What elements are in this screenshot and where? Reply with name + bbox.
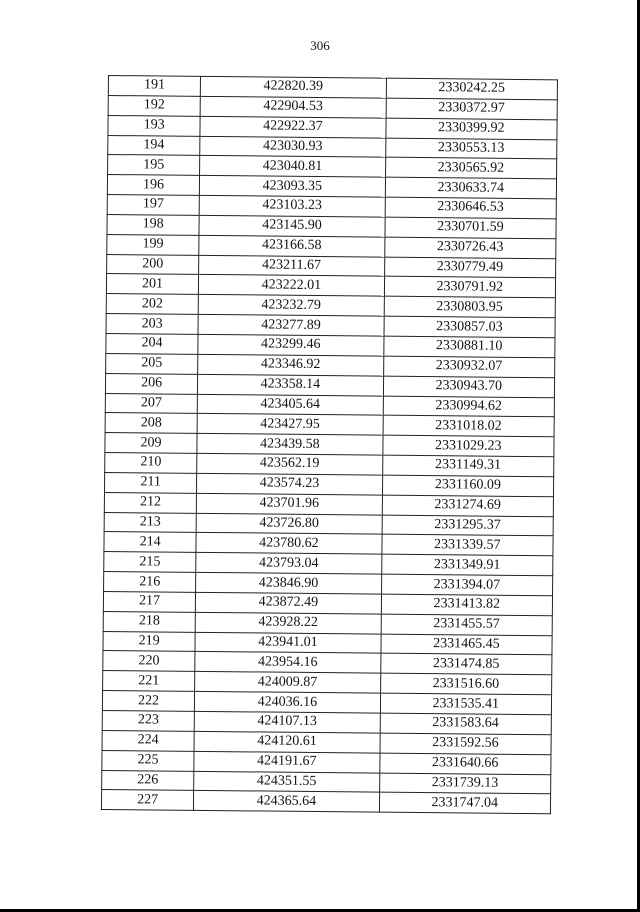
point-number-cell: 198 xyxy=(107,214,199,235)
point-number-cell: 197 xyxy=(107,195,199,216)
y-coordinate-cell: 2331339.57 xyxy=(382,535,554,556)
x-coordinate-cell: 423846.90 xyxy=(196,572,382,594)
x-coordinate-cell: 423299.46 xyxy=(198,334,384,356)
x-coordinate-cell: 423928.22 xyxy=(195,612,381,634)
y-coordinate-cell: 2330881.10 xyxy=(383,336,555,357)
point-number-cell: 206 xyxy=(105,373,197,394)
x-coordinate-cell: 424036.16 xyxy=(195,692,381,714)
x-coordinate-cell: 424351.55 xyxy=(194,771,380,793)
coordinates-table xyxy=(101,75,558,815)
point-number-cell: 209 xyxy=(105,433,197,454)
y-coordinate-cell: 2330857.03 xyxy=(384,316,556,337)
point-number-cell: 222 xyxy=(102,691,194,712)
x-coordinate-cell: 423346.92 xyxy=(198,354,384,376)
x-coordinate-cell: 423030.93 xyxy=(200,136,386,158)
point-number-cell: 220 xyxy=(103,651,195,672)
point-number-cell: 193 xyxy=(108,115,200,136)
y-coordinate-cell: 2330399.92 xyxy=(386,118,558,139)
x-coordinate-cell: 423277.89 xyxy=(198,315,384,337)
y-coordinate-cell: 2331474.85 xyxy=(380,654,552,675)
x-coordinate-cell: 423780.62 xyxy=(196,533,382,555)
y-coordinate-cell: 2330779.49 xyxy=(384,257,556,278)
y-coordinate-cell: 2331739.13 xyxy=(379,773,551,794)
y-coordinate-cell: 2331535.41 xyxy=(380,693,552,714)
y-coordinate-cell: 2330943.70 xyxy=(383,376,555,397)
y-coordinate-cell: 2331295.37 xyxy=(382,515,554,536)
point-number-cell: 200 xyxy=(107,254,199,275)
y-coordinate-cell: 2331274.69 xyxy=(382,495,554,516)
x-coordinate-cell: 423211.67 xyxy=(199,255,385,277)
point-number-cell: 213 xyxy=(104,512,196,533)
point-number-cell: 217 xyxy=(103,591,195,612)
y-coordinate-cell: 2330932.07 xyxy=(383,356,555,377)
y-coordinate-cell: 2330726.43 xyxy=(384,237,556,258)
point-number-cell: 204 xyxy=(106,333,198,354)
x-coordinate-cell: 424365.64 xyxy=(194,791,380,813)
point-number-cell: 212 xyxy=(104,492,196,513)
x-coordinate-cell: 423439.58 xyxy=(197,434,383,456)
x-coordinate-cell: 423405.64 xyxy=(197,394,383,416)
point-number-cell: 216 xyxy=(104,572,196,593)
y-coordinate-cell: 2331465.45 xyxy=(381,634,553,655)
point-number-cell: 224 xyxy=(102,730,194,751)
table-row xyxy=(101,790,550,814)
x-coordinate-cell: 424120.61 xyxy=(194,731,380,753)
y-coordinate-cell: 2331455.57 xyxy=(381,614,553,635)
x-coordinate-cell: 423145.90 xyxy=(199,215,385,237)
point-number-cell: 210 xyxy=(105,453,197,474)
y-coordinate-cell: 2331413.82 xyxy=(381,594,553,615)
y-coordinate-cell: 2331018.02 xyxy=(383,415,555,436)
point-number-cell: 227 xyxy=(101,790,193,811)
x-coordinate-cell: 423574.23 xyxy=(197,473,383,495)
y-coordinate-cell: 2331029.23 xyxy=(382,435,554,456)
point-number-cell: 211 xyxy=(104,472,196,493)
point-number-cell: 196 xyxy=(107,175,199,196)
y-coordinate-cell: 2331640.66 xyxy=(379,753,551,774)
x-coordinate-cell: 423166.58 xyxy=(199,235,385,257)
x-coordinate-cell: 423954.16 xyxy=(195,652,381,674)
x-coordinate-cell: 423093.35 xyxy=(200,176,386,198)
y-coordinate-cell: 2330791.92 xyxy=(384,277,556,298)
y-coordinate-cell: 2330633.74 xyxy=(385,177,557,198)
x-coordinate-cell: 423872.49 xyxy=(196,592,382,614)
x-coordinate-cell: 422922.37 xyxy=(200,116,386,138)
x-coordinate-cell: 424009.87 xyxy=(195,672,381,694)
point-number-cell: 194 xyxy=(108,135,200,156)
y-coordinate-cell: 2330553.13 xyxy=(385,138,557,159)
y-coordinate-cell: 2331149.31 xyxy=(382,455,554,476)
point-number-cell: 195 xyxy=(108,155,200,176)
y-coordinate-cell: 2330565.92 xyxy=(385,158,557,179)
y-coordinate-cell: 2331516.60 xyxy=(380,673,552,694)
point-number-cell: 191 xyxy=(108,76,200,97)
y-coordinate-cell: 2330242.25 xyxy=(386,78,558,99)
x-coordinate-cell: 422820.39 xyxy=(201,76,387,98)
point-number-cell: 199 xyxy=(107,234,199,255)
y-coordinate-cell: 2331160.09 xyxy=(382,475,554,496)
y-coordinate-cell: 2330701.59 xyxy=(385,217,557,238)
x-coordinate-cell: 423793.04 xyxy=(196,553,382,575)
y-coordinate-cell: 2331747.04 xyxy=(379,793,551,814)
x-coordinate-cell: 423562.19 xyxy=(197,453,383,475)
x-coordinate-cell: 423232.79 xyxy=(198,295,384,317)
y-coordinate-cell: 2330803.95 xyxy=(384,296,556,317)
point-number-cell: 214 xyxy=(104,532,196,553)
x-coordinate-cell: 423726.80 xyxy=(196,513,382,535)
point-number-cell: 221 xyxy=(103,671,195,692)
point-number-cell: 215 xyxy=(104,552,196,573)
x-coordinate-cell: 423222.01 xyxy=(199,275,385,297)
y-coordinate-cell: 2331592.56 xyxy=(380,733,552,754)
x-coordinate-cell: 423358.14 xyxy=(198,374,384,396)
point-number-cell: 201 xyxy=(106,274,198,295)
x-coordinate-cell: 422904.53 xyxy=(200,96,386,118)
y-coordinate-cell: 2330646.53 xyxy=(385,197,557,218)
point-number-cell: 226 xyxy=(102,770,194,791)
y-coordinate-cell: 2330994.62 xyxy=(383,396,555,417)
x-coordinate-cell: 423103.23 xyxy=(199,195,385,217)
y-coordinate-cell: 2330372.97 xyxy=(386,98,558,119)
y-coordinate-cell: 2331394.07 xyxy=(381,574,553,595)
point-number-cell: 218 xyxy=(103,611,195,632)
point-number-cell: 192 xyxy=(108,95,200,116)
point-number-cell: 223 xyxy=(102,710,194,731)
point-number-cell: 225 xyxy=(102,750,194,771)
x-coordinate-cell: 423040.81 xyxy=(200,156,386,178)
page-number: 306 xyxy=(310,38,330,53)
point-number-cell: 203 xyxy=(106,314,198,335)
coordinates-table-body xyxy=(101,76,557,814)
x-coordinate-cell: 423941.01 xyxy=(195,632,381,654)
point-number-cell: 219 xyxy=(103,631,195,652)
y-coordinate-cell: 2331583.64 xyxy=(380,713,552,734)
y-coordinate-cell: 2331349.91 xyxy=(381,554,553,575)
x-coordinate-cell: 424107.13 xyxy=(194,711,380,733)
x-coordinate-cell: 423427.95 xyxy=(197,414,383,436)
point-number-cell: 208 xyxy=(105,413,197,434)
x-coordinate-cell: 424191.67 xyxy=(194,751,380,773)
point-number-cell: 205 xyxy=(106,353,198,374)
x-coordinate-cell: 423701.96 xyxy=(197,493,383,515)
point-number-cell: 202 xyxy=(106,294,198,315)
point-number-cell: 207 xyxy=(105,393,197,414)
